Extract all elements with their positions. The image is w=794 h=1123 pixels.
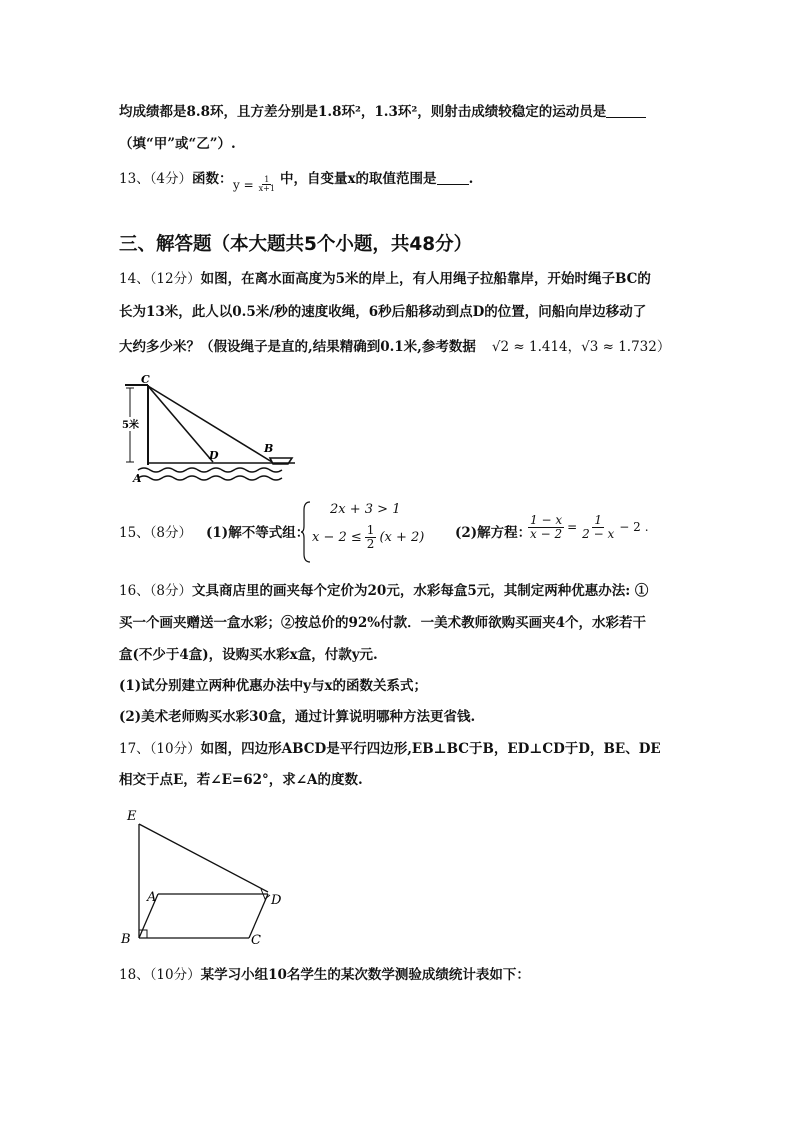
q15-part2-label: (2)解方程： bbox=[455, 525, 532, 541]
system-brace-icon bbox=[300, 500, 312, 564]
q17-line2: 相交于点E，若∠E=62°，求∠A的度数. bbox=[119, 772, 363, 788]
q13-text-2: 中，自变量x的取值范围是 bbox=[280, 171, 437, 187]
question-number: 15、 bbox=[119, 525, 150, 541]
fraction-denominator: x − 2 bbox=[530, 526, 563, 541]
answer-blank bbox=[437, 171, 469, 185]
left-fraction bbox=[528, 514, 564, 540]
separator: ， bbox=[567, 339, 582, 355]
q14-text: 如图，在离水面高度为5米的岸上，有人用绳子拉船靠岸，开始时绳子BC的 bbox=[200, 271, 651, 287]
q15 bbox=[119, 524, 309, 542]
segment-ed bbox=[139, 824, 268, 892]
point-b-label: B bbox=[264, 442, 274, 455]
q14-line3 bbox=[119, 338, 670, 356]
inequality-2 bbox=[312, 524, 424, 550]
question-score: （10分） bbox=[149, 967, 201, 983]
point-c-label: C bbox=[141, 373, 150, 386]
equation bbox=[528, 514, 649, 540]
q13 bbox=[119, 170, 233, 188]
equals-sign: = bbox=[567, 520, 578, 535]
q16-line1 bbox=[119, 582, 648, 600]
func-fraction bbox=[257, 176, 277, 194]
q16-line2: 买一个画夹赠送一盒水彩；②按总价的92%付款．一美术教师欲购买画夹4个，水彩若干 bbox=[119, 615, 647, 631]
question-number: 18、 bbox=[119, 967, 150, 983]
water-wave bbox=[138, 468, 282, 472]
water-wave bbox=[138, 476, 282, 480]
func-y: y = bbox=[233, 177, 254, 192]
q18-text: 某学习小组10名学生的某次数学测验成绩统计表如下： bbox=[200, 967, 530, 983]
question-number: 13、 bbox=[119, 171, 150, 187]
fraction-numerator: 1 − x bbox=[530, 513, 563, 527]
fraction-denominator: 2 bbox=[366, 536, 375, 551]
question-number: 16、 bbox=[119, 583, 150, 599]
q15-part1-label: (1)解不等式组： bbox=[206, 525, 310, 541]
point-c-label: C bbox=[251, 933, 261, 948]
q14-text-3: 大约多少米？（假设绳子是直的,结果精确到0.1米,参考数据 bbox=[119, 339, 476, 355]
parallelogram-figure bbox=[118, 805, 298, 950]
q13-tail bbox=[280, 170, 473, 188]
q17-line1 bbox=[119, 740, 661, 758]
q12-text: 均成绩都是8.8环，且方差分别是1.8环²，1.3环²，则射击成绩较稳定的运动员是 bbox=[119, 104, 607, 120]
point-a-label: A bbox=[133, 472, 142, 485]
right-fraction bbox=[580, 514, 616, 540]
q12-line2 bbox=[119, 135, 236, 153]
segment-cd bbox=[249, 894, 268, 938]
point-a-label: A bbox=[147, 890, 157, 905]
q12-text-2: （填“甲”或“乙”）. bbox=[119, 136, 236, 152]
question-number: 14、 bbox=[119, 271, 150, 287]
point-e-label: E bbox=[127, 809, 137, 824]
q18 bbox=[119, 966, 530, 984]
point-b-label: B bbox=[121, 932, 131, 947]
period: . bbox=[468, 171, 474, 187]
q13-function bbox=[233, 176, 277, 194]
paren-close: ） bbox=[656, 339, 671, 355]
inequality-1: 2x + 3 > 1 bbox=[330, 502, 401, 517]
q12-line1 bbox=[119, 103, 646, 121]
inequality-2-right: (x + 2) bbox=[379, 529, 425, 545]
q17-text: 如图，四边形ABCD是平行四边形,EB⊥BC于B，ED⊥CD于D，BE、DE bbox=[200, 741, 661, 757]
reference-sqrt2: √2 ≈ 1.414 bbox=[491, 339, 568, 355]
period: . bbox=[644, 520, 649, 535]
q16-line4: (1)试分别建立两种优惠办法中y与x的函数关系式； bbox=[119, 678, 428, 694]
question-number: 17、 bbox=[119, 741, 150, 757]
answer-blank bbox=[606, 104, 646, 118]
fraction-denominator: 2 − x bbox=[582, 526, 615, 541]
q16-text: 文具商店里的画夹每个定价为20元，水彩每盒5元，其制定两种优惠办法: ① bbox=[192, 583, 649, 599]
fraction-numerator: 1 bbox=[366, 523, 375, 537]
question-score: （8分） bbox=[149, 525, 193, 541]
inequality-2-left: x − 2 ≤ bbox=[312, 529, 362, 545]
boat-rope-figure bbox=[120, 370, 310, 485]
q16-line3: 盒(不少于4盒)，设购买水彩x盒，付款y元. bbox=[119, 647, 378, 663]
section-heading: 三、解答题（本大题共5个小题，共48分） bbox=[119, 234, 473, 255]
reference-sqrt3: √3 ≈ 1.732 bbox=[581, 339, 657, 355]
fraction-numerator: 1 bbox=[594, 513, 603, 527]
q14-line1 bbox=[119, 270, 651, 288]
q14-line2: 长为13米，此人以0.5米/秒的速度收绳，6秒后船移动到点D的位置，问船向岸边移动了 bbox=[119, 304, 647, 320]
question-score: （12分） bbox=[149, 271, 201, 287]
q16-line5: (2)美术老师购买水彩30盒，通过计算说明哪种方法更省钱. bbox=[119, 709, 476, 725]
question-score: （8分） bbox=[149, 583, 193, 599]
height-label: 5米 bbox=[122, 420, 139, 431]
q13-text: 函数： bbox=[192, 171, 233, 187]
fraction-numerator: 1 bbox=[264, 175, 270, 184]
question-score: （10分） bbox=[149, 741, 201, 757]
half-fraction bbox=[365, 524, 377, 550]
rope-cd bbox=[148, 386, 213, 462]
point-d-label: D bbox=[209, 449, 219, 462]
point-d-label: D bbox=[271, 893, 282, 908]
question-score: （4分） bbox=[149, 171, 193, 187]
equation-tail: − 2 bbox=[619, 520, 641, 535]
fraction-denominator: x+1 bbox=[258, 184, 275, 194]
